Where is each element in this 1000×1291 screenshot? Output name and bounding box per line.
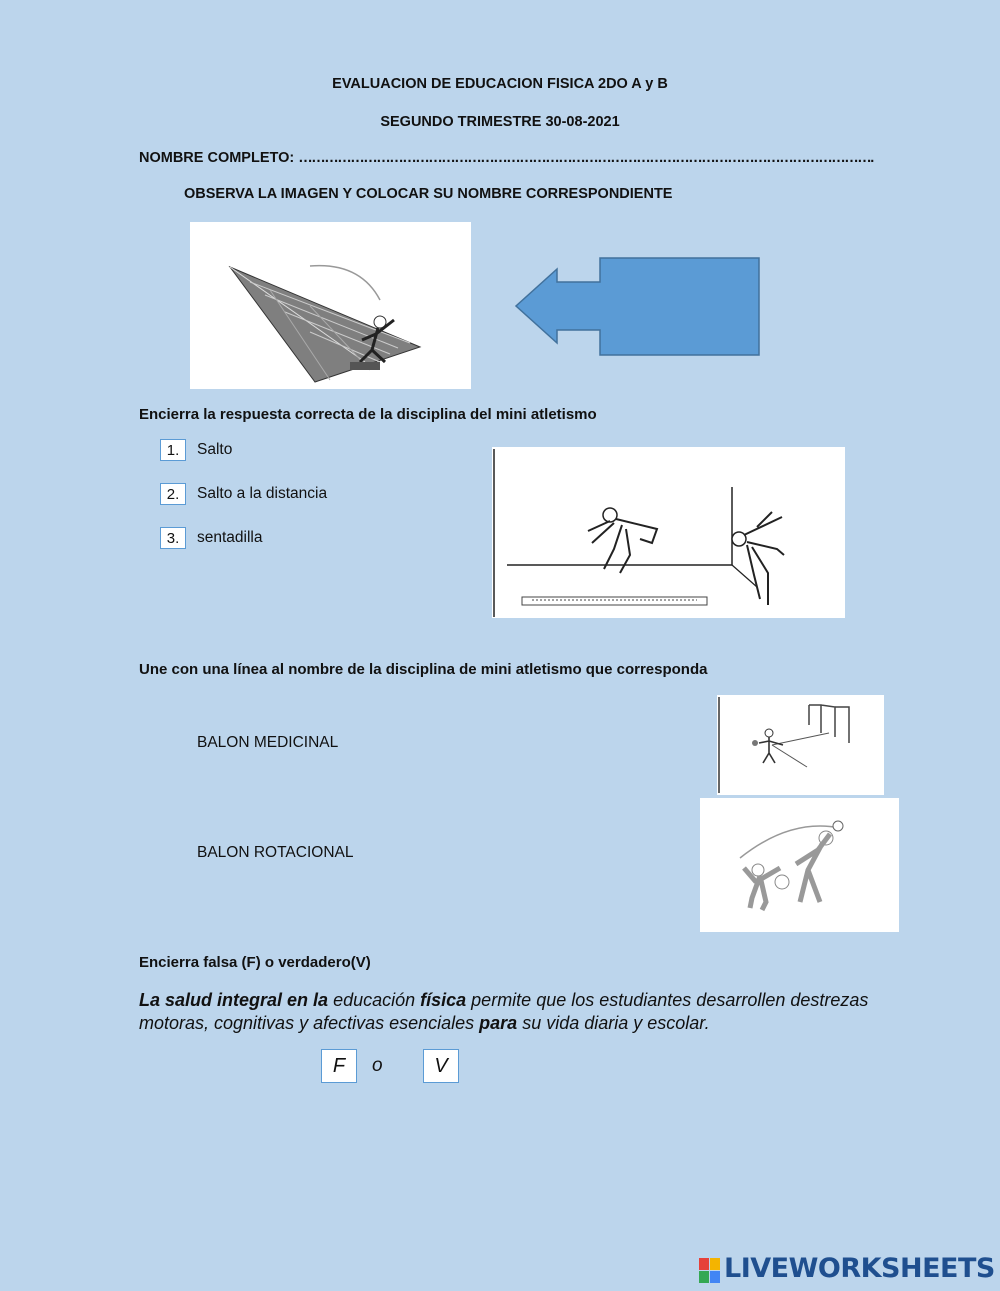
option-1-label[interactable]: Salto <box>197 441 233 458</box>
match-item-balon-rotacional[interactable]: BALON ROTACIONAL <box>197 844 354 861</box>
section2-instruction: Encierra la respuesta correcta de la disciplina del mini atletismo <box>139 406 597 423</box>
option-2-number[interactable]: 2. <box>160 483 186 505</box>
liveworksheets-brand[interactable]: LIVEWORKSHEETS <box>724 1253 995 1284</box>
statement-part-2: educación <box>328 990 421 1010</box>
option-3-number[interactable]: 3. <box>160 527 186 549</box>
statement-part-6: su vida diaria y escolar. <box>517 1013 710 1033</box>
section4-instruction: Encierra falsa (F) o verdadero(V) <box>139 954 371 971</box>
section3-instruction: Une con una línea al nombre de la disciplina de mini atletismo que corresponda <box>139 661 708 678</box>
page-subtitle: SEGUNDO TRIMESTRE 30-08-2021 <box>380 114 620 130</box>
triple-jump-image <box>190 222 471 389</box>
option-3-label[interactable]: sentadilla <box>197 529 263 546</box>
long-jump-image <box>492 447 845 618</box>
match-item-balon-medicinal[interactable]: BALON MEDICINAL <box>197 734 339 751</box>
true-option-box[interactable]: V <box>423 1049 459 1083</box>
name-dots: ……………………………………………………………………………………………………………………. <box>298 150 873 166</box>
statement-part-5: para <box>479 1013 518 1033</box>
section1-instruction: OBSERVA LA IMAGEN Y COLOCAR SU NOMBRE CORRESPONDIENTE <box>184 186 673 202</box>
or-label: o <box>372 1055 383 1076</box>
statement-part-4: permite que los estudiantes desarrollen destrezas motoras, cognitivas y afectivas esenciales <box>139 990 869 1033</box>
statement-part-3: física <box>420 990 467 1010</box>
option-1-number[interactable]: 1. <box>160 439 186 461</box>
page-title: EVALUACION DE EDUCACION FISICA 2DO A y B <box>332 76 668 92</box>
statement-part-1: La salud integral en la <box>139 990 329 1010</box>
answer-arrow-box[interactable] <box>512 256 762 358</box>
liveworksheets-logo-icon <box>699 1258 721 1284</box>
name-line <box>139 150 873 166</box>
rotational-ball-image[interactable] <box>700 798 899 932</box>
option-2-label[interactable]: Salto a la distancia <box>197 485 328 502</box>
false-option-box[interactable]: F <box>321 1049 357 1083</box>
true-false-statement <box>139 989 869 1035</box>
medicine-ball-image[interactable] <box>717 695 884 795</box>
name-label: NOMBRE COMPLETO: <box>139 150 295 166</box>
